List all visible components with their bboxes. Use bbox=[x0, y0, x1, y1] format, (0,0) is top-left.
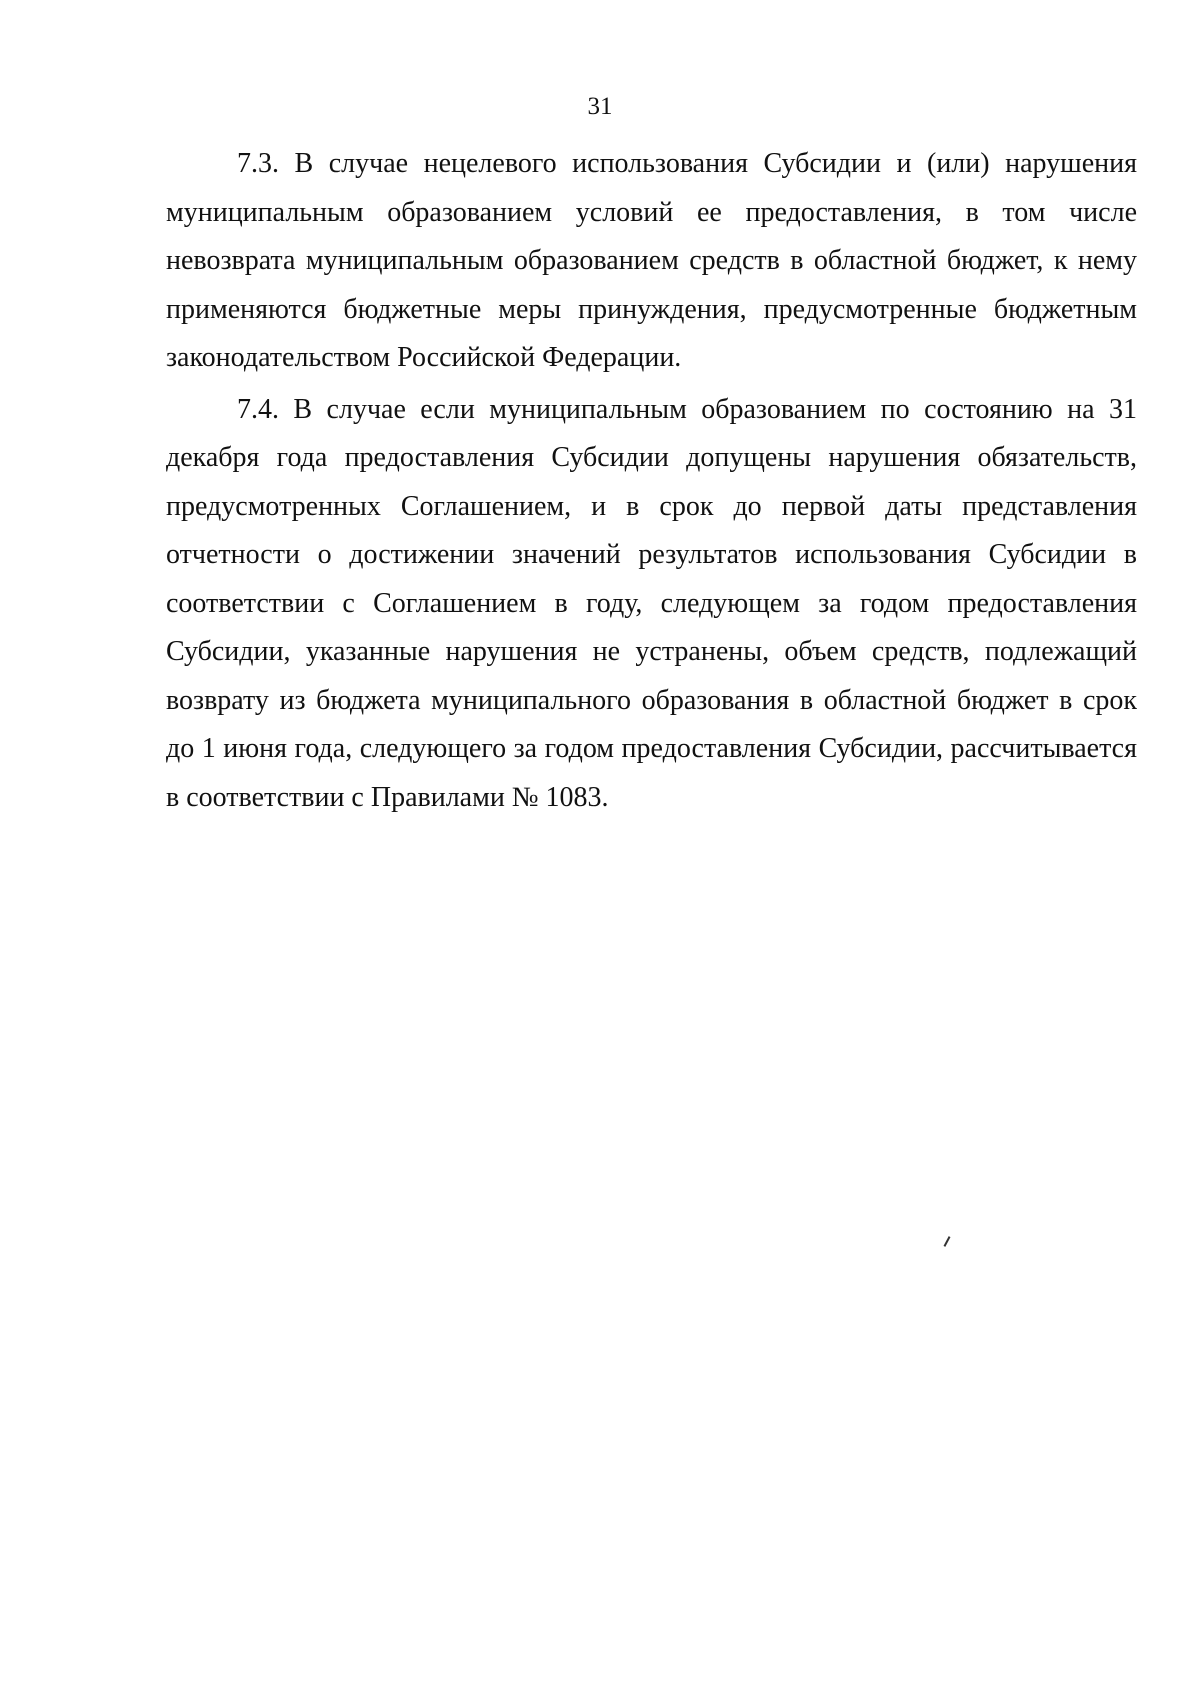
paragraph-7-3: 7.3. В случае нецелевого использования Субсидии и (или) нарушения муниципальным образованием условий ее предоставления, в том числе невозврата муниципальным образованием средств в областной бюджет, к нему применяются бюджетные меры принуждения, предусмотренные бюджетным законодательством Российской Федерации. bbox=[166, 148, 1137, 373]
document-body bbox=[166, 140, 1137, 825]
paragraph-7-4: 7.4. В случае если муниципальным образованием по состоянию на 31 декабря года предоставления Субсидии допущены нарушения обязательств, предусмотренных Соглашением, и в срок до первой даты представления отчетности о достижении значений результатов использования Субсидии в соответствии с Соглашением в году, следующем за годом предоставления Субсидии, указанные нарушения не устранены, объем средств, подлежащий возврату из бюджета муниципального образования в областной бюджет в срок до 1 июня года, следующего за годом предоставления Субсидии, рассчитывается в соответствии с Правилами № 1083. bbox=[166, 393, 1137, 813]
page-number: 31 bbox=[587, 93, 613, 120]
stray-pen-mark bbox=[944, 1236, 951, 1247]
